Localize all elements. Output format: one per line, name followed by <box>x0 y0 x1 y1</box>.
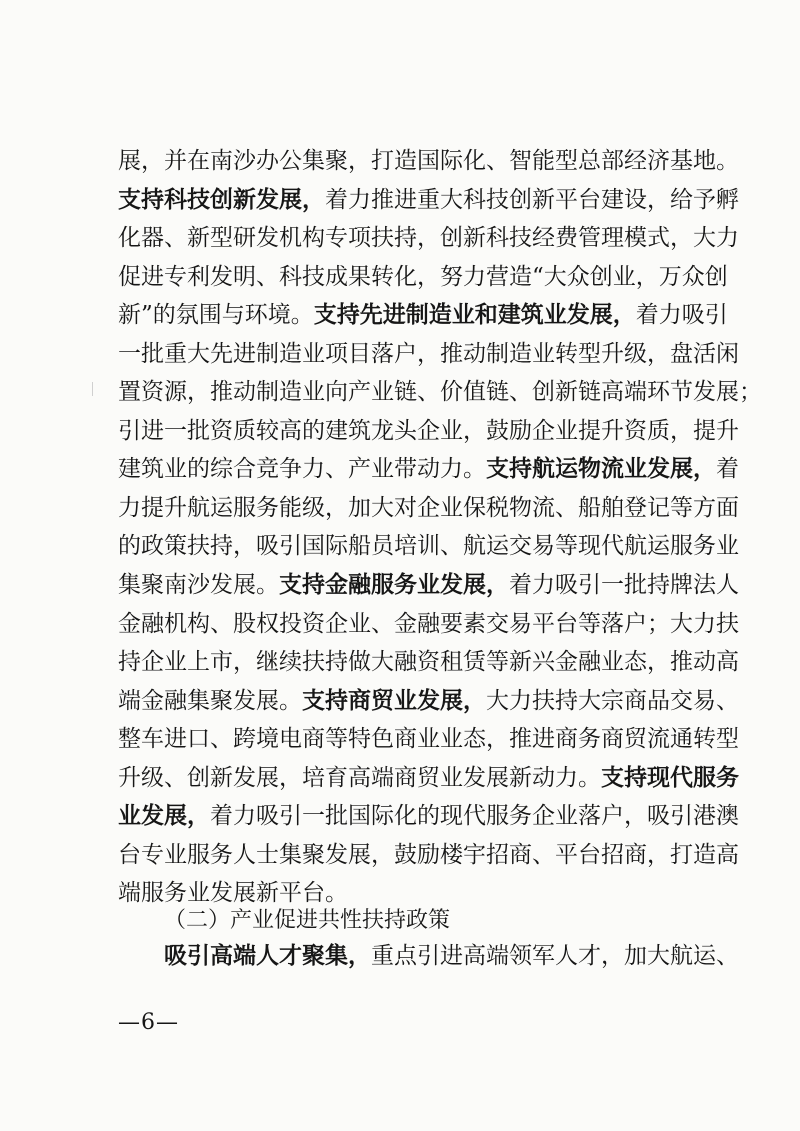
body-text: 着力吸引一批持牌法人 <box>509 572 739 598</box>
body-text: 着力推进重大科技创新平台建设，给予孵 <box>325 187 739 213</box>
paragraph-line <box>118 223 739 253</box>
body-text: 端金融集聚发展。 <box>118 688 302 714</box>
body-text: 力提升航运服务能级，加大对企业保税物流、船舶登记等方面 <box>118 495 739 521</box>
body-text: 金融机构、股权投资企业、金融要素交易平台等落户；大力扶 <box>118 611 739 637</box>
section-subheading: （二）产业促进共性扶持政策 <box>164 908 451 933</box>
body-text: 促进专利发明、科技成果转化，努力营造“大众创业，万众创 <box>118 264 728 290</box>
body-text: 着力吸引一批国际化的现代服务企业落户，吸引港澳 <box>210 803 739 829</box>
body-text: 化器、新型研发机构专项扶持，创新科技经费管理模式，大力 <box>118 225 739 251</box>
page-number: —6— <box>118 1010 179 1035</box>
bold-heading-text: 支持科技创新发展， <box>118 186 325 213</box>
bold-heading-text: 支持现代服务 <box>601 764 739 791</box>
body-text: 端服务业发展新平台。 <box>118 880 348 906</box>
paragraph-line <box>118 763 739 793</box>
paragraph-line <box>118 878 348 908</box>
paragraph-line <box>118 262 728 292</box>
body-text: 一批重大先进制造业项目落户，推动制造业转型升级，盘活闲 <box>118 341 739 367</box>
paragraph-line <box>118 724 739 754</box>
scan-mark <box>92 382 93 396</box>
body-text: 重点引进高端领军人才，加大航运、 <box>371 943 739 969</box>
body-text: 建筑业的综合竞争力、产业带动力。 <box>118 456 486 482</box>
paragraph-line <box>118 493 739 523</box>
paragraph-line <box>118 339 739 369</box>
paragraph-line <box>118 300 728 330</box>
bold-heading-text: 支持先进制造业和建筑业发展， <box>313 301 636 328</box>
body-text: 着 <box>716 456 739 482</box>
paragraph-line <box>164 941 739 971</box>
body-text: 置资源，推动制造业向产业链、价值链、创新链高端环节发展； <box>118 379 762 405</box>
body-text: 的政策扶持，吸引国际船员培训、航运交易等现代航运服务业 <box>118 533 739 559</box>
paragraph-line <box>118 686 739 716</box>
body-text: 台专业服务人士集聚发展，鼓励楼宇招商、平台招商，打造高 <box>118 842 739 868</box>
paragraph-line <box>118 454 739 484</box>
body-text: 大力扶持大宗商品交易、 <box>486 688 739 714</box>
body-text: 新”的氛围与环境。 <box>118 302 314 328</box>
body-text: 集聚南沙发展。 <box>118 572 279 598</box>
body-text: 着力吸引 <box>635 302 728 328</box>
body-text: 升级、创新发展，培育高端商贸业发展新动力。 <box>118 765 601 791</box>
bold-heading-text: 吸引高端人才聚集， <box>164 942 371 969</box>
bold-heading-text: 支持航运物流业发展， <box>486 455 716 482</box>
bold-heading-text: 支持商贸业发展， <box>302 687 486 714</box>
paragraph-line <box>118 801 739 831</box>
paragraph-line <box>118 146 739 176</box>
bold-heading-text: 支持金融服务业发展， <box>279 571 509 598</box>
paragraph-line <box>118 609 739 639</box>
body-text: 整车进口、跨境电商等特色商业业态，推进商务商贸流通转型 <box>118 726 739 752</box>
paragraph-line <box>118 377 762 407</box>
paragraph-line <box>118 840 739 870</box>
paragraph-line <box>118 416 739 446</box>
body-text: 展，并在南沙办公集聚，打造国际化、智能型总部经济基地。 <box>118 148 739 174</box>
paragraph-line <box>118 531 739 561</box>
paragraph-line <box>118 185 739 215</box>
paragraph-line <box>118 570 739 600</box>
paragraph-line <box>118 647 739 677</box>
body-text: 持企业上市，继续扶持做大融资租赁等新兴金融业态，推动高 <box>118 649 739 675</box>
bold-heading-text: 业发展， <box>118 802 210 829</box>
body-text: 引进一批资质较高的建筑龙头企业，鼓励企业提升资质，提升 <box>118 418 739 444</box>
